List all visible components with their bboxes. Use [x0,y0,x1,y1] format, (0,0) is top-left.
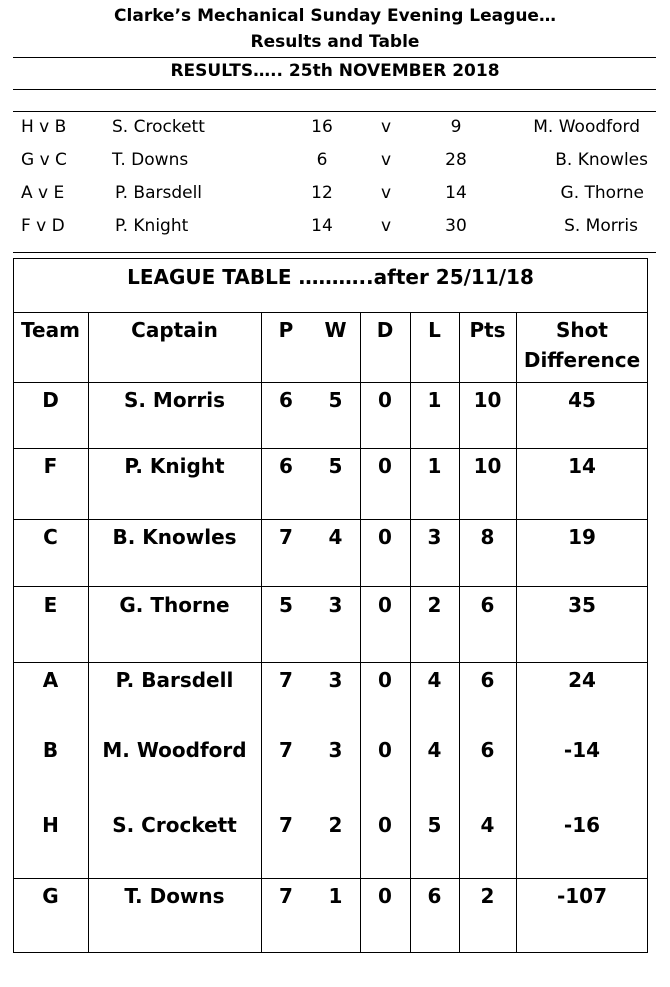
cell-shot-difference: -14 [563,738,601,762]
cell-points: 10 [473,388,502,412]
header-captain: Captain [131,318,218,342]
result-home-captain: P. Knight [115,216,189,236]
cell-points: 8 [480,525,495,549]
results-top-border [13,111,656,112]
header-lost: L [428,318,441,342]
cell-shot-difference: 45 [568,388,596,412]
cell-points: 2 [480,884,495,908]
cell-points: 10 [473,454,502,478]
header-shot-difference-line1: Shot [556,318,608,342]
cell-captain: P. Knight [124,454,225,478]
result-fixture: F v D [21,216,65,236]
header-team: Team [21,318,80,342]
result-away-captain: B. Knowles [555,150,648,170]
cell-points: 6 [480,668,495,692]
cell-shot-difference: -16 [563,813,601,837]
header-points: Pts [469,318,506,342]
cell-points: 6 [480,738,495,762]
row-divider [13,519,648,520]
cell-shot-difference: 14 [568,454,596,478]
league-table-title: LEAGUE TABLE ………..after 25/11/18 [127,265,534,289]
cell-captain: S. Crockett [112,813,237,837]
cell-team: F [43,454,58,478]
result-fixture: A v E [21,183,65,203]
result-home-score: 16 [311,117,333,137]
league-name: Clarke’s Mechanical Sunday Evening League… [114,6,556,26]
cell-drawn: 0 [378,593,392,617]
result-away-captain: M. Woodford [533,117,640,137]
cell-drawn: 0 [378,813,392,837]
result-home-captain: S. Crockett [112,117,205,137]
cell-lost: 1 [427,454,442,478]
cell-captain: P. Barsdell [115,668,234,692]
row-divider [13,662,648,663]
cell-lost: 4 [427,738,442,762]
cell-won: 5 [328,454,343,478]
cell-lost: 3 [427,525,442,549]
header-won: W [324,318,347,342]
cell-drawn: 0 [378,454,392,478]
cell-team: G [42,884,59,908]
results-bottom-border [13,252,656,253]
cell-drawn: 0 [378,388,392,412]
cell-played: 7 [279,884,293,908]
header-played: P [278,318,294,342]
result-fixture: G v C [21,150,67,170]
cell-drawn: 0 [378,525,392,549]
cell-played: 7 [279,668,293,692]
header-divider [13,57,656,58]
cell-captain: M. Woodford [102,738,247,762]
cell-lost: 4 [427,668,442,692]
row-divider [13,448,648,449]
result-home-captain: T. Downs [112,150,189,170]
cell-team: C [43,525,58,549]
result-home-captain: P. Barsdell [115,183,203,203]
cell-captain: G. Thorne [119,593,230,617]
result-away-score: 28 [445,150,467,170]
row-divider [13,586,648,587]
result-home-score: 12 [311,183,333,203]
table-title-divider [13,312,648,313]
result-versus: v [380,216,392,236]
header-shot-difference-line2: Difference [523,348,641,372]
document-subtitle: Results and Table [250,32,420,52]
result-away-captain: G. Thorne [560,183,644,203]
cell-played: 5 [279,593,293,617]
cell-played: 6 [279,454,293,478]
cell-team: D [42,388,59,412]
result-away-score: 30 [445,216,467,236]
cell-lost: 6 [427,884,442,908]
cell-won: 4 [328,525,343,549]
result-fixture: H v B [21,117,67,137]
cell-won: 5 [328,388,343,412]
cell-lost: 5 [427,813,442,837]
result-away-score: 14 [445,183,467,203]
header-row-divider [13,382,648,383]
cell-played: 7 [279,525,293,549]
result-versus: v [380,117,392,137]
cell-shot-difference: -107 [556,884,608,908]
cell-played: 6 [279,388,293,412]
cell-captain: S. Morris [123,388,226,412]
cell-points: 4 [480,813,495,837]
result-away-captain: S. Morris [564,216,638,236]
cell-team: A [42,668,59,692]
cell-team: E [43,593,58,617]
cell-won: 3 [328,668,343,692]
cell-lost: 2 [427,593,442,617]
cell-points: 6 [480,593,495,617]
cell-drawn: 0 [378,738,392,762]
cell-lost: 1 [427,388,442,412]
cell-drawn: 0 [378,884,392,908]
cell-team: H [42,813,59,837]
result-versus: v [380,150,392,170]
cell-won: 3 [328,738,343,762]
cell-won: 3 [328,593,343,617]
cell-played: 7 [279,738,293,762]
cell-shot-difference: 35 [568,593,596,617]
cell-shot-difference: 19 [568,525,596,549]
cell-won: 2 [328,813,343,837]
cell-shot-difference: 24 [568,668,596,692]
result-versus: v [380,183,392,203]
cell-won: 1 [328,884,343,908]
row-divider [13,878,648,879]
header-drawn: D [376,318,394,342]
result-away-score: 9 [450,117,462,137]
results-title-divider [13,89,656,90]
cell-captain: B. Knowles [112,525,237,549]
result-home-score: 6 [316,150,328,170]
result-home-score: 14 [311,216,333,236]
cell-captain: T. Downs [124,884,225,908]
cell-drawn: 0 [378,668,392,692]
cell-played: 7 [279,813,293,837]
results-title: RESULTS….. 25th NOVEMBER 2018 [170,61,500,81]
cell-team: B [42,738,59,762]
